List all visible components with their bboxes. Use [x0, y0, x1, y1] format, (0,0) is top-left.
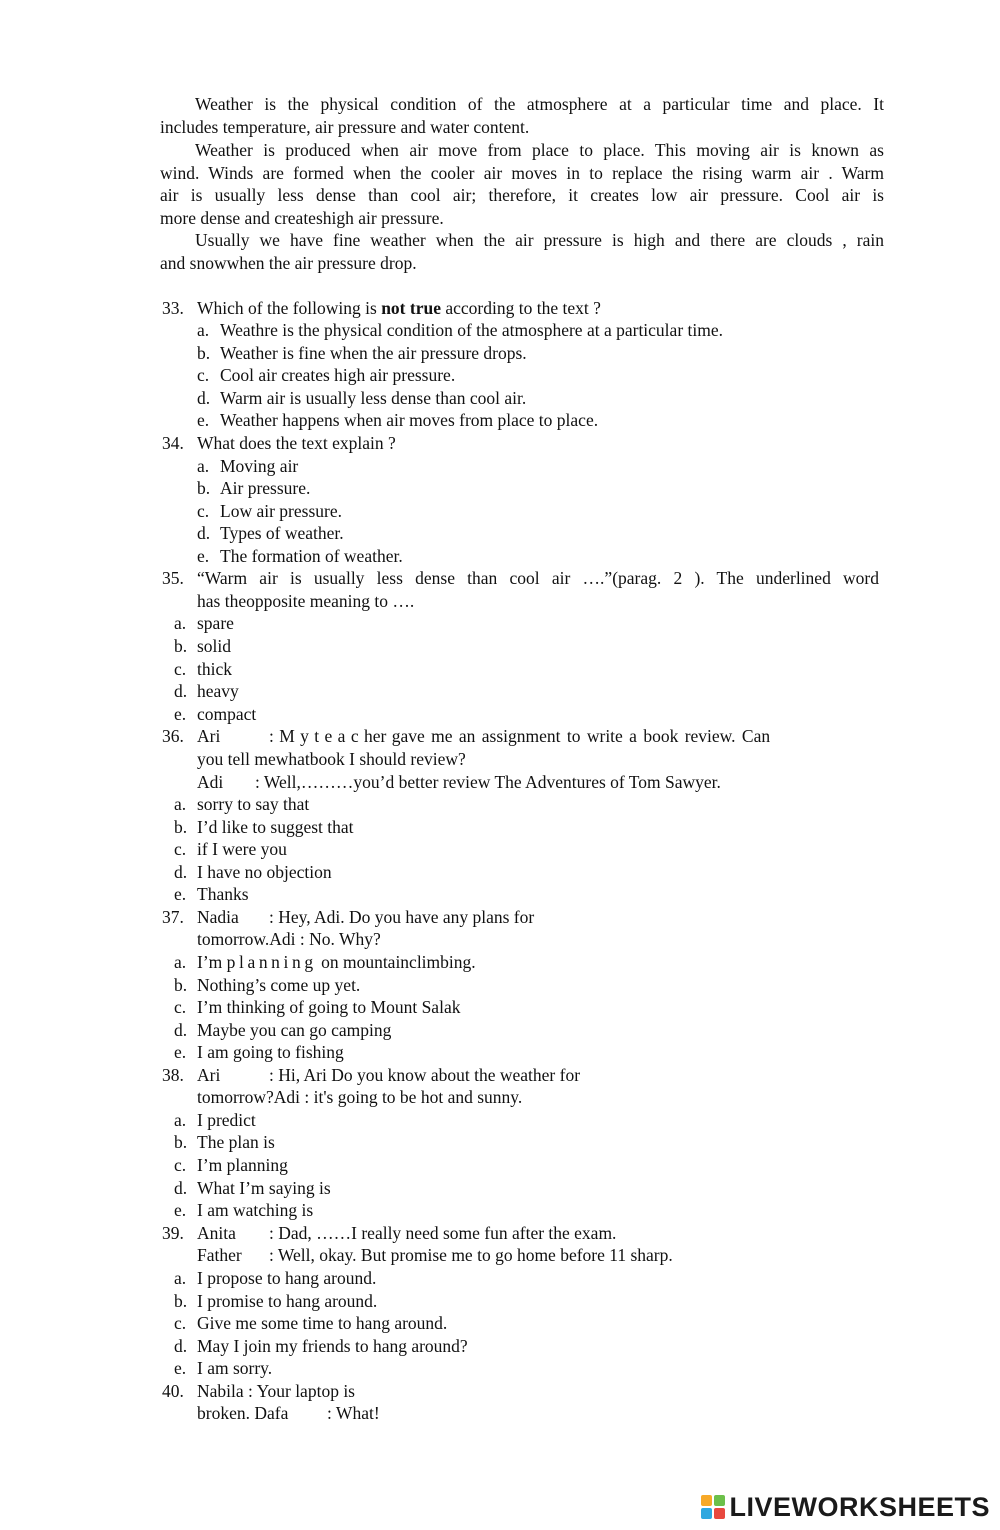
question-36-dialogue-line1: : M y t e a c her gave me an assignment to write a book review. Can — [269, 726, 771, 746]
option-letter: e. — [174, 1042, 187, 1062]
option-letter: e. — [174, 704, 187, 724]
question-37-speaker-nadia: Nadia — [197, 907, 239, 927]
passage-p3-line1: Usually we have fine weather when the air pressure is high and there are clouds , rain — [195, 230, 884, 250]
question-35-option-a[interactable]: spare — [197, 613, 234, 633]
question-40-number: 40. — [162, 1381, 184, 1401]
option-letter: d. — [197, 523, 211, 543]
question-36-option-a[interactable]: sorry to say that — [197, 794, 310, 814]
question-37-option-a[interactable]: I’m planning on mountainclimbing. — [197, 952, 476, 972]
question-37-option-d[interactable]: Maybe you can go camping — [197, 1020, 392, 1040]
question-39-number: 39. — [162, 1223, 184, 1243]
question-35-stem-line1: “Warm air is usually less dense than cool air ….”(parag. 2 ). The underlined word — [197, 568, 879, 588]
option-letter: d. — [174, 1336, 188, 1356]
question-37-dialogue-line1: : Hey, Adi. Do you have any plans for — [269, 907, 535, 927]
question-35-option-d[interactable]: heavy — [197, 681, 239, 701]
passage-p2-line1: Weather is produced when air move from place to place. This moving air is known as — [195, 140, 884, 160]
question-34-number: 34. — [162, 433, 184, 453]
passage-p2-line2: wind. Winds are formed when the cooler air moves in to replace the rising warm air . Warm — [160, 163, 884, 183]
question-36-option-b[interactable]: I’d like to suggest that — [197, 817, 354, 837]
option-letter: b. — [174, 636, 188, 656]
question-37-dialogue-line2: tomorrow.Adi : No. Why? — [197, 929, 381, 949]
question-37-option-c[interactable]: I’m thinking of going to Mount Salak — [197, 997, 461, 1017]
question-33-stem: Which of the following is not true according to the text ? — [197, 298, 601, 318]
question-39-dialogue-line1: : Dad, ……I really need some fun after the exam. — [269, 1223, 617, 1243]
option-letter: a. — [174, 1268, 187, 1288]
option-letter: b. — [174, 1132, 188, 1152]
option-letter: e. — [174, 1200, 187, 1220]
question-38-option-b[interactable]: The plan is — [197, 1132, 275, 1152]
option-letter: d. — [174, 862, 188, 882]
question-38-option-e[interactable]: I am watching is — [197, 1200, 314, 1220]
liveworksheets-logo-icon — [701, 1495, 725, 1519]
question-34-option-a[interactable]: Moving air — [220, 456, 299, 476]
option-letter: b. — [174, 975, 188, 995]
option-letter: a. — [174, 952, 187, 972]
option-letter: b. — [174, 1291, 188, 1311]
option-letter: c. — [174, 659, 187, 679]
question-33-number: 33. — [162, 298, 184, 318]
passage-p2-line3: air is usually less dense than cool air; therefore, it creates low air pressure. Cool air is — [160, 185, 884, 205]
question-38-option-c[interactable]: I’m planning — [197, 1155, 288, 1175]
question-40-dialogue-line1: Nabila : Your laptop is — [197, 1381, 355, 1401]
question-36-option-d[interactable]: I have no objection — [197, 862, 332, 882]
option-letter: a. — [174, 1110, 187, 1130]
option-letter: d. — [197, 388, 211, 408]
option-letter: c. — [174, 839, 187, 859]
question-35-option-e[interactable]: compact — [197, 704, 257, 724]
option-letter: e. — [174, 884, 187, 904]
option-letter: c. — [174, 1313, 187, 1333]
question-38-speaker-ari: Ari — [197, 1065, 221, 1085]
option-letter: a. — [197, 456, 210, 476]
question-37-number: 37. — [162, 907, 184, 927]
question-40-dialogue-line2b: : What! — [327, 1403, 380, 1423]
passage-p3-line2: and snowwhen the air pressure drop. — [160, 253, 417, 273]
question-35-option-b[interactable]: solid — [197, 636, 232, 656]
question-36-dialogue-line3: : Well,………you’d better review The Adventures of Tom Sawyer. — [255, 772, 721, 792]
question-33-option-a[interactable]: Weathre is the physical condition of the atmosphere at a particular time. — [220, 320, 723, 340]
option-letter: c. — [174, 997, 187, 1017]
question-33-emphasis: not true — [381, 298, 441, 318]
option-letter: c. — [197, 365, 210, 385]
option-letter: b. — [197, 343, 211, 363]
liveworksheets-logo[interactable] — [701, 1492, 990, 1522]
question-35-number: 35. — [162, 568, 184, 588]
question-35-option-c[interactable]: thick — [197, 659, 232, 679]
question-36-option-c[interactable]: if I were you — [197, 839, 287, 859]
question-34-stem: What does the text explain ? — [197, 433, 396, 453]
question-33-option-e[interactable]: Weather happens when air moves from place to place. — [220, 410, 599, 430]
question-39-option-e[interactable]: I am sorry. — [197, 1358, 273, 1378]
question-36-speaker-ari: Ari — [197, 726, 221, 746]
question-33-option-c[interactable]: Cool air creates high air pressure. — [220, 365, 456, 385]
question-34-option-c[interactable]: Low air pressure. — [220, 501, 342, 521]
question-33-option-d[interactable]: Warm air is usually less dense than cool air. — [220, 388, 527, 408]
question-38-number: 38. — [162, 1065, 184, 1085]
passage-p1-line2: includes temperature, air pressure and water content. — [160, 117, 530, 137]
liveworksheets-brand-text: LIVEWORKSHEETS — [729, 1491, 990, 1522]
question-37-option-b[interactable]: Nothing’s come up yet. — [197, 975, 361, 995]
question-36-option-e[interactable]: Thanks — [197, 884, 249, 904]
question-40-dialogue-line2a: broken. Dafa — [197, 1403, 289, 1423]
option-letter: c. — [197, 501, 210, 521]
option-letter: c. — [174, 1155, 187, 1175]
option-letter: d. — [174, 1178, 188, 1198]
question-39-speaker-anita: Anita — [197, 1223, 236, 1243]
option-letter: e. — [174, 1358, 187, 1378]
option-letter: a. — [197, 320, 210, 340]
option-letter: b. — [197, 478, 211, 498]
option-letter: b. — [174, 817, 188, 837]
question-36-dialogue-line2: you tell mewhatbook I should review? — [197, 749, 466, 769]
question-39-option-b[interactable]: I promise to hang around. — [197, 1291, 378, 1311]
option-letter: a. — [174, 794, 187, 814]
question-34-option-d[interactable]: Types of weather. — [220, 523, 344, 543]
question-39-dialogue-line2: : Well, okay. But promise me to go home before 11 sharp. — [269, 1245, 673, 1265]
option-letter: a. — [174, 613, 187, 633]
question-38-dialogue-line1: : Hi, Ari Do you know about the weather for — [269, 1065, 581, 1085]
question-36-number: 36. — [162, 726, 184, 746]
question-33-option-b[interactable]: Weather is fine when the air pressure drops. — [220, 343, 527, 363]
option-letter: e. — [197, 546, 210, 566]
question-36-speaker-adi: Adi — [197, 772, 224, 792]
question-34-option-b[interactable]: Air pressure. — [220, 478, 311, 498]
question-39-option-d[interactable]: May I join my friends to hang around? — [197, 1336, 468, 1356]
passage-p1-line1: Weather is the physical condition of the atmosphere at a particular time and place. It — [195, 94, 884, 114]
question-38-dialogue-line2: tomorrow?Adi : it's going to be hot and sunny. — [197, 1087, 523, 1107]
option-letter: d. — [174, 681, 188, 701]
question-34-option-e[interactable]: The formation of weather. — [220, 546, 403, 566]
question-37-option-e[interactable]: I am going to fishing — [197, 1042, 344, 1062]
option-letter: e. — [197, 410, 210, 430]
option-letter: d. — [174, 1020, 188, 1040]
question-39-speaker-father: Father — [197, 1245, 242, 1265]
question-39-option-a[interactable]: I propose to hang around. — [197, 1268, 377, 1288]
question-38-option-a[interactable]: I predict — [197, 1110, 256, 1130]
question-39-option-c[interactable]: Give me some time to hang around. — [197, 1313, 448, 1333]
question-35-stem-line2: has theopposite meaning to …. — [197, 591, 415, 611]
passage-p2-line4: more dense and createshigh air pressure. — [160, 208, 444, 228]
question-38-option-d[interactable]: What I’m saying is — [197, 1178, 331, 1198]
